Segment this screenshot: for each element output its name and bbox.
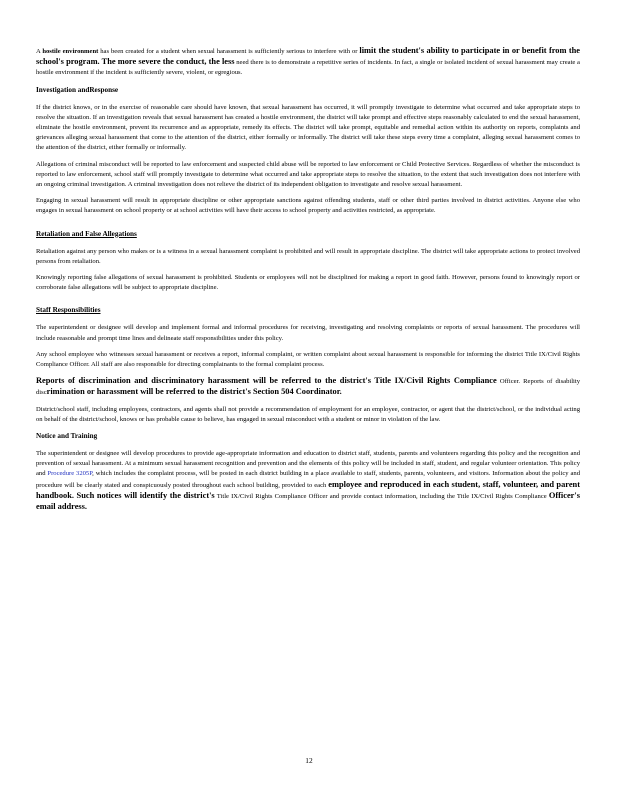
- paragraph-text: Title IX/Civil Rights Compliance Officer and provide contact information, including the Title IX/Civil Rights Compliance: [214, 492, 549, 500]
- retaliation-paragraph: Knowingly reporting false allegations of sexual harassment is prohibited. Students or employees will not be disciplined for making a report in good faith. However, persons found to knowingly report or corroborate false allegations will be subject to appropriate discipline.: [36, 274, 580, 292]
- staff-paragraph: The superintendent or designee will develop and implement formal and informal procedures for receiving, investigating and resolving complaints or reports of sexual harassment. The procedures will include reasonable and prompt time lines and delineate staff responsibilities under this policy.: [36, 324, 580, 342]
- heading-investigation: Investigation andResponse: [36, 85, 119, 94]
- paragraph-text: need there is to demonstrate a repetitive series of incidents. In fact, a single or isolated incident of sexual harassment may create a hostile environment if the incident is sufficiently severe, violent, or egregious.: [36, 59, 580, 77]
- paragraph-text: The superintendent or designee will develop procedures to provide age-appropriate information and education to district staff, students, parents and volunteers regarding this policy and the recognition and prevention of sexual harassment. At a minimum sexual harassment recognition and prevention and the elements of this policy will be included in staff, student, and regular volunteer orientation. This policy and: [36, 450, 580, 478]
- heading-staff-responsibilities: Staff Responsibilities: [36, 306, 101, 315]
- investigation-paragraph: If the district knows, or in the exercise of reasonable care should have known, that sexual harassment has occurred, it will promptly investigate to determine what occurred and take appropriate steps to resolve the situation. If an investigation reveals that sexual harassment has created a hostile environment, the district will take prompt and effective steps reasonably calculated to end the sexual harassment, eliminate the hostile environment, prevent its recurrence and as appropriate, remedy its effects. The district will take prompt, equitable and remedial action within its authority on reports, complaints and grievances alleging sexual harassment that come to the attention of the district, either formally or informally. The district will take these steps every time a complaint, alleging sexual harassment comes to the attention of the district, either formally or informally.: [36, 103, 580, 152]
- paragraph-emphasis: Officer's email address.: [36, 490, 580, 512]
- page-number: 12: [305, 756, 313, 765]
- paragraph-text: , which includes the complaint process, will be posted in each district building in a place available to staff, students, parents, volunteers, and visitors. Information about the policy and procedure will be clearly stated and conspicuously posted throughout each school building, provided to each: [36, 470, 580, 489]
- procedure-link[interactable]: Procedure 3205P: [47, 470, 93, 478]
- staff-paragraph: Any school employee who witnesses sexual harassment or receives a report, informal complaint, or written complaint about sexual harassment is responsible for informing the district Title IX/Civil Rights Compliance Officer. All staff are also responsible for directing complainants to the formal complaint process.: [36, 350, 580, 369]
- paragraph-emphasis: employee and reproduced in each student, staff, volunteer, and parent handbook. Such notices will identify the district's: [36, 479, 580, 500]
- lead-text: A: [36, 48, 43, 55]
- hostile-environment-term: hostile environment: [42, 48, 99, 55]
- paragraph-text: Officer. Reports of disability disc: [36, 378, 580, 397]
- document-body: [36, 46, 580, 519]
- notice-paragraph: [36, 449, 580, 513]
- heading-retaliation: Retaliation and False Allegations: [36, 229, 137, 238]
- hostile-environment-paragraph: [36, 46, 580, 79]
- retaliation-paragraph: Retaliation against any person who makes or is a witness in a sexual harassment complaint is prohibited and will result in appropriate discipline. The district will take appropriate actions to protect involved persons from retaliation.: [36, 247, 580, 265]
- district-staff-paragraph: District/school staff, including employees, contractors, and agents shall not provide a recommendation of employment for an employee, contractor, or agent that the district/school, or the individual acting on behalf of the district/school, knows or has probable cause to believe, has engaged in sexual misconduct with a student or minor in violation of the law.: [36, 405, 580, 423]
- investigation-paragraph: Allegations of criminal misconduct will be reported to law enforcement and suspected child abuse will be reported to law enforcement or Child Protective Services. Regardless of whether the misconduct is reported to law enforcement, school staff will promptly investigate to determine what occurred and take appropriate steps to resolve the situation, to the extent that such investigation does not interfere with an ongoing criminal investigation. A criminal investigation does not relieve the district of its independent obligation to investigate and resolve sexual harassment.: [36, 160, 580, 189]
- heading-notice-training: Notice and Training: [36, 432, 98, 441]
- paragraph-emphasis: rimination or harassment will be referred to the district's Section 504 Coordinator.: [46, 387, 342, 397]
- paragraph-emphasis: Reports of discrimination and discriminatory harassment will be referred to the district's Title IX/Civil Rights Compliance: [36, 376, 497, 386]
- paragraph-emphasis: limit the student's ability to participate in or benefit from the school's program. The more severe the conduct, the less: [36, 46, 581, 67]
- section-504-paragraph: [36, 376, 580, 398]
- paragraph-text: has been created for a student when sexual harassment is sufficiently serious to interfere with or: [98, 48, 360, 55]
- investigation-paragraph: Engaging in sexual harassment will result in appropriate discipline or other appropriate sanctions against offending students, staff or other third parties involved in district activities. Anyone else who engages in sexual harassment on school property or at school activities will have their access to school property and activities restricted, as appropriate.: [36, 197, 580, 215]
